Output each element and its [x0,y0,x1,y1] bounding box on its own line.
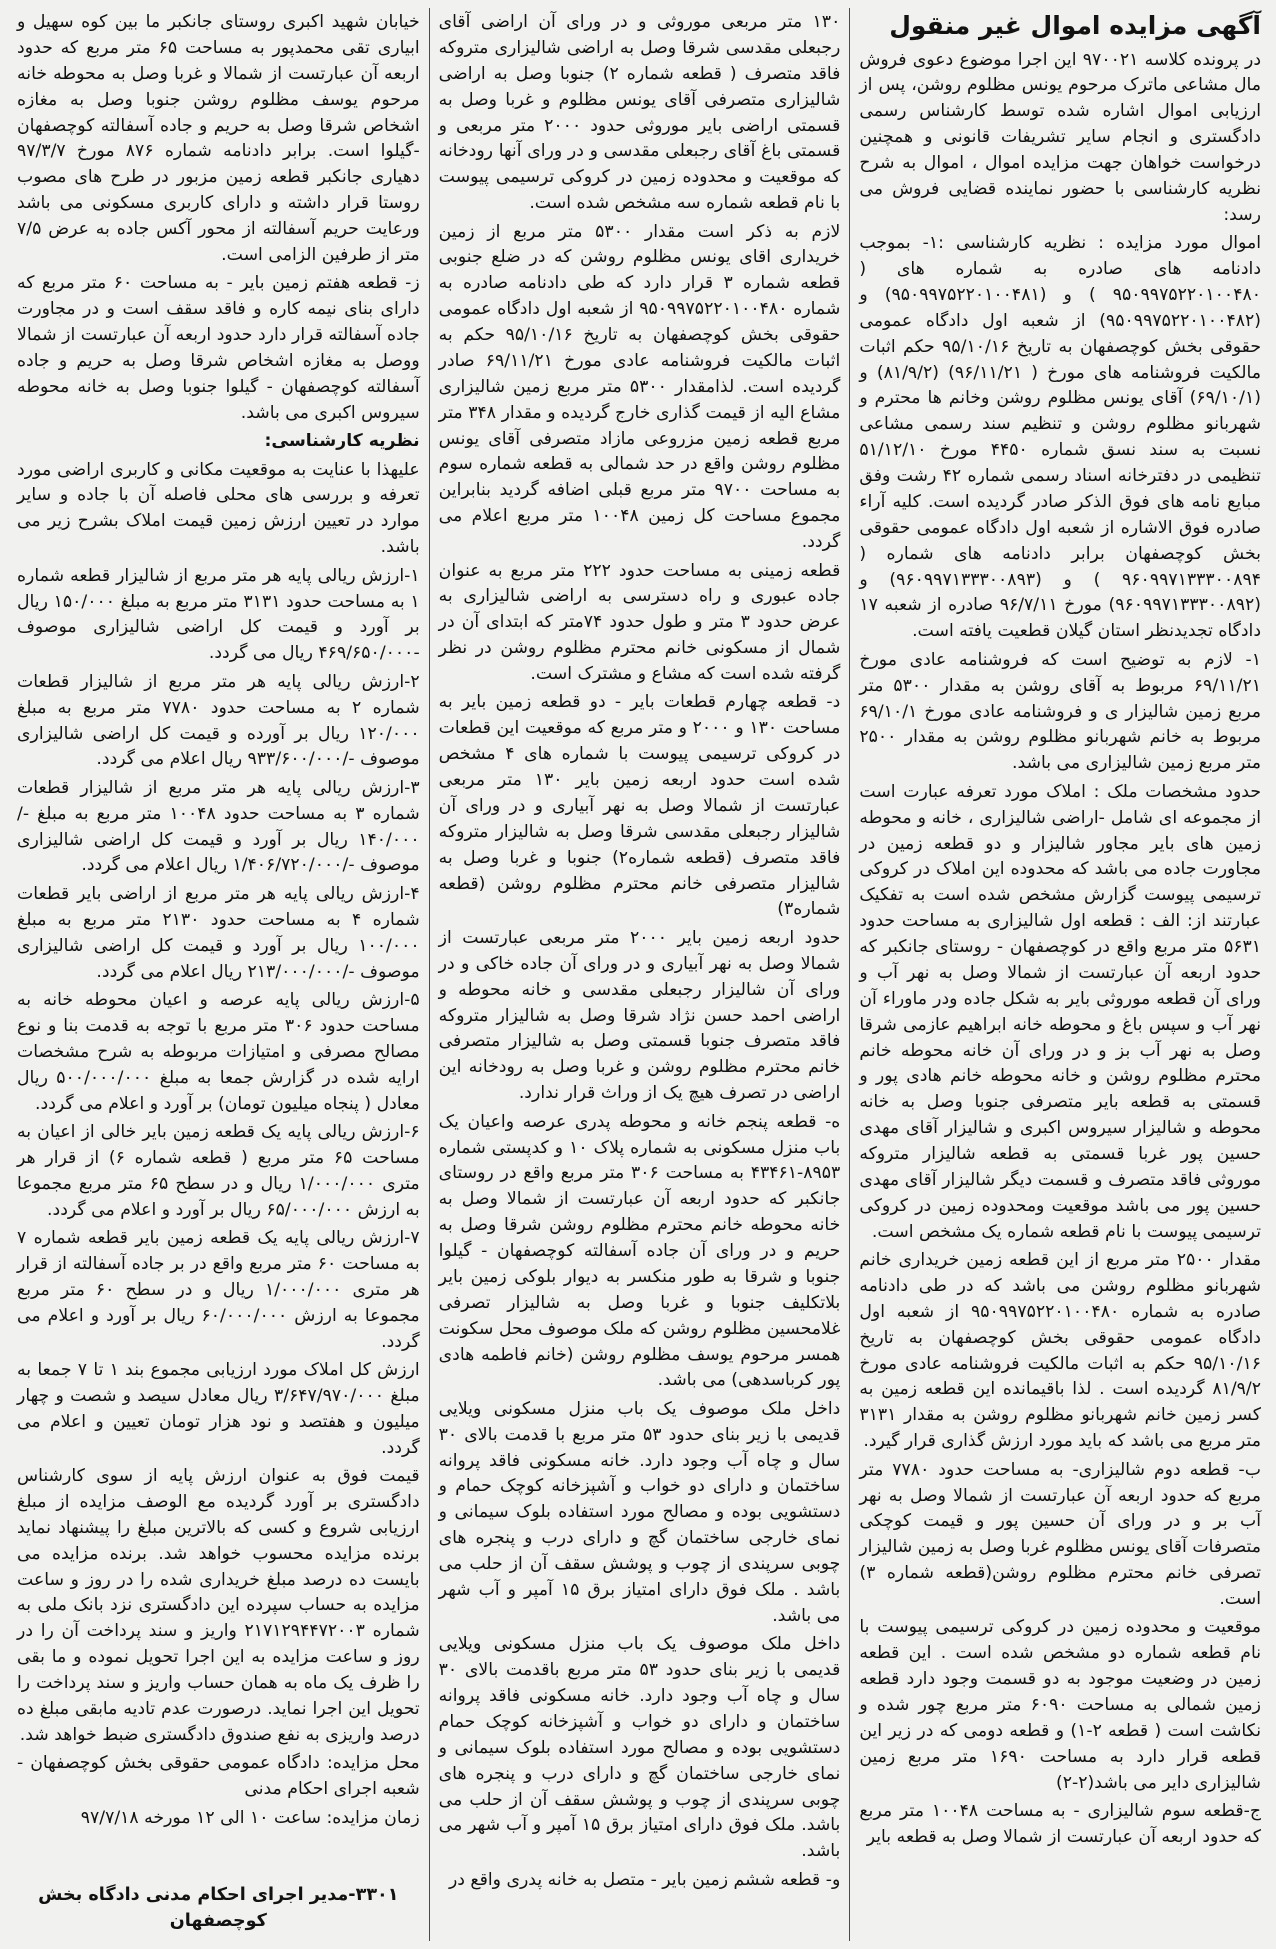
notice-paragraph: اموال مورد مزایده : نظریه کارشناسی :۱- بموجب دادنامه های صادره به شماره های ( ۹۵۰۹۹۷۵۲۲۰۱۰۰۴۸۰ ) و (۹۵۰۹۹۷۵۲۲۰۱۰۰۴۸۱) و (۹۵۰۹۹۷۵۲۲۰۱۰۰۴۸۲) از شعبه اول دادگاه عمومی حقوقی بخش کوچصفهان به تاریخ ۹۵/۱۰/۱۶ حکم اثبات مالکیت فروشنامه های مورخ ( ۹۶/۱۱/۲۱) (۸۱/۹/۲) و (۶۹/۱۰/۱) آقای یونس مظلوم روشن وخانم ها محترم و شهربانو مظلوم روشن و تنظیم سند رسمی مشاعی نسبت به سند نسق شماره ۴۴۵۰ مورخ ۵۱/۱۲/۱۰ تنظیمی در دفترخانه اسناد رسمی شماره ۴۲ رشت وفق مبایع نامه های فوق الذکر صادر گردیده است. کلیه آراء صادره فوق الاشاره از شعبه اول دادگاه عمومی حقوقی بخش کوچصفهان برابر دادنامه های شماره ( ۹۶۰۹۹۷۱۳۳۳۰۰۸۹۴ ) و (۹۶۰۹۹۷۱۳۳۳۰۰۸۹۳) و (۹۶۰۹۹۷۱۳۳۳۰۰۸۹۲) مورخ ۹۶/۷/۱۱ صادره از شعبه ۱۷ دادگاه تجدیدنظر استان گیلان قطعیت یافته است. [859,233,1262,642]
notice-paragraph: داخل ملک موصوف یک باب منزل مسکونی ویلایی قدیمی با زیر بنای حدود ۵۳ متر مربع باقدمت بالای ۳۰ سال و چاه آب وجود دارد. خانه مسکونی فاقد پروانه ساختمان و دارای دو خواب و آشپزخانه کوچک حمام دستشویی بوده و مصالح مورد استفاده بلوک سیمانی و نمای خارجی ساختمان گچ و دارای درب و پنجره های چوبی سرپندی از چوب و پوشش سقف آن از حلب می باشد. ملک فوق دارای امتیاز برق ۱۵ آمپر و آب شهر می باشد. [438,1634,841,1862]
valuation-item: ۴-ارزش ریالی پایه هر متر مربع از اراضی بایر قطعات شماره ۴ به مساحت حدود ۲۱۳۰ متر مربع به مبلغ ۱۰۰/۰۰۰ ریال بر آورد و قیمت کل اراضی شالیزاری موصوف -/۲۱۳/۰۰۰/۰۰۰ ریال اعلام می گردد. [17,883,420,982]
column-middle [429,8,850,1941]
notice-paragraph: و- قطعه ششم زمین بایر - متصل به خانه پدری واقع در [448,1869,841,1890]
auction-terms: قیمت فوق به عنوان ارزش پایه از سوی کارشناس دادگستری بر آورد گردیده مع الوصف مزایده از مبلغ ارزیابی شروع و کسی که بالاترین مبلغ را پیشنهاد نماید برنده مزایده محسوب خواهد شد. برنده مزایده می بایست ده درصد مبلغ خریداری شده را در روز و ساعت مزایده به حساب سپرده این دادگستری نزد بانک ملی به شماره ۲۱۷۱۲۹۴۴۷۲۰۰۳ واریز و سند پرداخت آن را در روز و ساعت مزایده به این اجرا تحویل نموده و ما بقی را ظرف یک ماه به همان حساب واریز و سند پرداخت را تحویل این اجرا نماید. درصورت عدم تادیه مابقی مبلغ ده درصد واریزی به نفع صندوق دادگستری ضبط خواهد شد. [17,1466,420,1745]
notice-paragraph: حدود اربعه زمین بایر ۲۰۰۰ متر مربعی عبارتست از شمالا وصل به نهر آبیاری و در ورای آن جاده خاکی و در ورای آن شالیزار رجبعلی مقدسی و خانه محوطه و اراضی احمد حسن نژاد شرقا وصل به شالیزار متروکه فاقد متصرف جنوبا قسمتی وصل به شالیزار متصرفی خانم محترم مظلوم روشن و غربا وصل به رودخانه این اراضی در تصرف هیچ یک از وراث قرار ندارد. [438,927,841,1104]
auction-location: محل مزایده: دادگاه عمومی حقوقی بخش کوچصفهان - شعبه اجرای احکام مدنی [17,1753,420,1800]
notice-paragraph: ج-قطعه سوم شالیزاری - به مساحت ۱۰۰۴۸ متر مربع که حدود اربعه آن عبارتست از شمالا وصل به قطعه بایر [859,1801,1261,1848]
expert-opinion-heading: نظریه کارشناسی: [264,431,420,452]
notice-paragraph: حدود مشخصات ملک : املاک مورد تعرفه عبارت است از مجموعه ای شامل -اراضی شالیزاری ، خانه و محوطه زمین های بایر مجاور شالیزار و دو قطعه زمین در مجاورت جاده می باشد که محدوده این املاک در کروکی ترسیمی پیوست گزارش مشخص شده است به تفکیک عبارتند از: الف : قطعه اول شالیزاری به مساحت حدود ۵۶۳۱ متر مربع واقع در کوچصفهان - روستای جانکبر که حدود اربعه آن عبارتست از شمالا وصل به نهر آب و ورای آن قطعه موروثی بایر به شکل جاده ودر ماوراء آن نهر آب و سپس باغ و محوطه خانه ابراهیم عازمی شرقا وصل به نهر آب بز و در ورای آن خانه محوطه خانم محترم مظلوم روشن و خانه محوطه خانم هادی پور و قسمتی به قطعه بایر متصرفی جنوبا وصل به خانه محوطه و شالیزار سیروس اکبری و شالیزار آقای مهدی حسین پور غربا قسمتی به قطعه شالیزار متروکه موروثی فاقد متصرف و قسمت دیگر شالیزار آقای مهدی حسین پور می باشد موقعیت ومحدوده زمین در کروکی ترسیمی پیوست با نام قطعه شماره یک مشخص است. [859,781,1261,1242]
valuation-item: ۳-ارزش ریالی پایه هر متر مربع از شالیزار قطعات شماره ۳ به مساحت حدود ۱۰۰۴۸ متر مربع به مبلغ -/۱۴۰/۰۰۰ ریال بر آورد و قیمت کل اراضی شالیزاری موصوف -/۱/۴۰۶/۷۲۰/۰۰۰ ریال اعلام می گردد. [17,777,420,876]
valuation-item: ۷-ارزش ریالی پایه یک قطعه زمین بایر قطعه شماره ۷ به مساحت ۶۰ متر مربع واقع در بر جاده آسفالته از قرار هر متری ۱/۰۰۰/۰۰۰ ریال و در سطح ۶۰ متر مربع مجموعا به ارزش ۶۰/۰۰۰/۰۰۰ ریال بر آورد و اعلام می گردد. [17,1228,420,1352]
notice-paragraph: موقعیت و محدوده زمین در کروکی ترسیمی پیوست با نام قطعه شماره دو مشخص شده است . این قطعه زمین در وضعیت موجود به دو قسمت وجود دارد قطعه زمین شمالی به مساحت ۶۰۹۰ متر مربع چور شده و نکاشت است ( قطعه ۲-۱) و قطعه دومی که در زیر این قطعه قرار دارد به مساحت ۱۶۹۰ متر مربع زمین شالیزاری دایر می باشد(۲-۲) [859,1617,1261,1793]
notice-paragraph: ۱۳۰ متر مربعی موروثی و در ورای آن اراضی آقای رجبعلی مقدسی شرقا وصل به اراضی شالیزاری متروکه فاقد متصرف ( قطعه شماره ۲) جنوبا وصل به اراضی شالیزاری متصرفی آقای یونس مظلوم و غربا وصل به قسمتی اراضی بایر موروثی حدود ۲۰۰۰ متر مربعی و قسمتی باغ آقای رجبعلی مقدسی و در ورای آنها رودخانه که موقعیت و محدوده زمین در کروکی ترسیمی پیوست با نام قطعه شماره سه مشخص شده است. [438,12,841,214]
total-valuation: ارزش کل املاک مورد ارزیابی مجموع بند ۱ تا ۷ جمعا به مبلغ ۳/۶۴۷/۹۷۰/۰۰۰ ریال معادل سیصد و شصت و چهار میلیون و هفتصد و نود هزار تومان تعیین و اعلام می گردد. [17,1359,420,1458]
notice-paragraph: د- قطعه چهارم قطعات بایر - دو قطعه زمین بایر به مساحت ۱۳۰ و ۲۰۰۰ و متر مربع که موقعیت این قطعات در کروکی ترسیمی پیوست با شماره های ۴ مشخص شده است حدود اربعه زمین بایر ۱۳۰ متر مربعی عبارتست از شمالا وصل به نهر آبیاری و در ورای آن شالیزار رجبعلی مقدسی شرقا وصل به شالیزار متروکه فاقد متصرف (قطعه شماره۲) جنوبا و غربا وصل به شالیزار متصرفی خانم محترم مظلوم روشن (قطعه شماره۳) [438,692,841,920]
notice-paragraph: ه- قطعه پنجم خانه و محوطه پدری عرصه واعیان یک باب منزل مسکونی به شماره پلاک ۱۰ و کدپستی شماره ۸۹۵۳-۴۳۴۶۱ به مساحت ۳۰۶ متر مربع واقع در روستای جانکبر که حدود اربعه آن عبارتست از شمالا وصل به خانه محوطه خانم محترم مظلوم روشن شرقا وصل به حریم و در ورای آن جاده آسفالته کوچصفهان - گیلوا جنوبا و شرقا به طور منکسر به دیوار بلوکی زمین بایر بلاتکلیف جنوبا و غربا وصل به شالیزار تصرفی غلامحسین مظلوم روشن که ملک موصوف محل سکونت همسر مرحوم یوسف مظلوم روشن (خانم فاطمه هادی پور کرباسدهی) می باشد. [438,1111,841,1391]
auction-time: زمان مزایده: ساعت ۱۰ الی ۱۲ مورخه ۹۷/۷/۱۸ [80,1807,420,1828]
notice-signature: ۳۳۰۱-مدیر اجرای احکام مدنی دادگاه بخش کوچصفهان [38,1884,399,1931]
notice-paragraph: خیابان شهید اکبری روستای جانکبر ما بین کوه سهیل و ابیاری تقی محمدپور به مساحت ۶۵ متر مربع که حدود اربعه آن عبارتست از شمالا و غربا وصل به محوطه خانه مرحوم یوسف مظلوم روشن جنوبا وصل به مغازه اشخاص شرقا وصل به حریم و جاده آسفالته کوچصفهان -گیلوا است. برابر دادنامه شماره ۸۷۶ مورخ ۹۷/۳/۷ دهیاری جانکبر قطعه زمین مزبور در طرح های مصوب روستا قرار داشته و دارای کاربری مسکونی می باشد ورعایت حریم آسفالته از محور آکس جاده به عرض ۷/۵ متر از طرفین الزامی است. [17,12,420,265]
notice-paragraph: لازم به ذکر است مقدار ۵۳۰۰ متر مربع از زمین خریداری اقای یونس مظلوم روشن که در ضلع جنوبی قطعه شماره ۳ قرار دارد که طی دادنامه صادره به شماره ۹۵۰۹۹۷۵۲۲۰۱۰۰۴۸۰ از شعبه اول دادگاه عمومی حقوقی بخش کوچصفهان به تاریخ ۹۵/۱۰/۱۶ حکم به اثبات مالکیت فروشنامه عادی مورخ ۶۹/۱۱/۲۱ صادر گردیده است. لذامقدار ۵۳۰۰ متر مربع زمین شالیزاری مشاع الیه از قیمت گذاری خارج گردیده و مقدار ۳۴۸ متر مربع قطعه زمین مزروعی مازاد متصرفی آقای یونس مظلوم روشن واقع در حد شمالی به قطعه شماره سوم به مساحت ۹۷۰۰ متر مربع قبلی اضافه گردید بنابراین مجموع مساحت کل زمین ۱۰۰۴۸ متر مربع اعلام می گردد. [438,221,841,553]
column-left [8,8,429,1941]
notice-paragraph: در پرونده کلاسه ۹۷۰۰۲۱ این اجرا موضوع دعوی فروش مال مشاعی ماترک مرحوم یونس مظلوم روشن، پس از ارزیابی اموال اشاره شده توسط کارشناس رسمی دادگستری و انجام سایر تشریفات قانونی و همچنین درخواست خواهان جهت مزایده اموال ، اموال به شرح نظریه کارشناسی با حضور نماینده قضایی فروش می رسد: [859,49,1261,225]
valuation-item: ۶-ارزش ریالی پایه یک قطعه زمین بایر خالی از اعیان به مساحت ۶۵ متر مربع ( قطعه شماره ۶) از قرار هر متری ۱/۰۰۰/۰۰۰ ریال و در سطح ۶۵ متر مربع مجموعا به ارزش ۶۵/۰۰۰/۰۰۰ ریال بر آورد و اعلام می گردد. [17,1121,420,1220]
column-right [849,8,1270,1941]
valuation-item: ۲-ارزش ریالی پایه هر متر مربع از شالیزار قطعات شماره ۲ به مساحت حدود ۷۷۸۰ متر مربع به مبلغ ۱۲۰/۰۰۰ ریال بر آورده و قیمت کل اراضی شالیزاری موصوف -/۹۳۳/۶۰۰/۰۰۰ ریال اعلام می گردد. [17,671,420,770]
valuation-item: ۵-ارزش ریالی پایه عرصه و اعیان محوطه خانه به مساحت حدود ۳۰۶ متر مربع با توجه به قدمت بنا و نوع مصالح مصرفی و امتیازات مربوطه به شرح مشخصات ارایه شده در گزارش جمعا به مبلغ ۵۰۰/۰۰۰/۰۰۰ ریال معادل ( پنجاه میلیون تومان) بر آورد و اعلام می گردد. [17,990,420,1114]
notice-paragraph: قطعه زمینی به مساحت حدود ۲۲۲ متر مربع به عنوان جاده عبوری و راه دسترسی به اراضی شالیزاری به عرض حدود ۳ متر و طول حدود ۷۴متر که ابتدای آن در شمال از مسکونی خانم محترم مظلوم روشن در نظر گرفته شده است که مشاع و مشترک است. [438,560,841,685]
notice-paragraph: مقدار ۲۵۰۰ متر مربع از این قطعه زمین خریداری خانم شهربانو مظلوم روشن می باشد که در طی دادنامه صادره به شماره ۹۵۰۹۹۷۵۲۲۰۱۰۰۴۸۰ از شعبه اول دادگاه عمومی حقوقی بخش کوچصفهان به تاریخ ۹۵/۱۰/۱۶ حکم به اثبات مالکیت فروشنامه عادی مورخ ۸۱/۹/۲ گردیده است . لذا باقیمانده این قطعه زمین به کسر زمین خانم شهربانو مظلوم روشن به مقدار ۳۱۳۱ متر مربع می باشد که باید مورد ارزش گذاری قرار گیرد. [859,1250,1261,1452]
notice-paragraph: داخل ملک موصوف یک باب منزل مسکونی ویلایی قدیمی با زیر بنای حدود ۵۳ متر مربع با قدمت بالای ۳۰ سال و چاه آب وجود دارد. خانه مسکونی فاقد پروانه ساختمان و دارای دو خواب و آشپزخانه کوچک حمام و دستشویی بوده و مصالح مورد استفاده بلوک سیمانی و نمای خارجی ساختمان گچ و دارای درب و پنجره های چوبی سرپندی از چوب و پوشش سقف آن از حلب می باشد . ملک فوق دارای امتیاز برق ۱۵ آمپر و آب شهر می باشد. [438,1398,841,1626]
notice-paragraph: علیهذا با عنایت به موقعیت مکانی و کاربری اراضی مورد تعرفه و بررسی های محلی فاصله آن با جاده و سایر موارد در تعیین ارزش زمین قیمت املاک بشرح زیر می باشد. [17,459,420,558]
notice-paragraph: ۱- لازم به توضیح است که فروشنامه عادی مورخ ۶۹/۱۱/۲۱ مربوط به آقای روشن به مقدار ۵۳۰۰ متر مربع زمین شالیزار ی و فروشنامه عادی مورخ ۶۹/۱۰/۱ مربوط به خانم شهربانو مظلوم روشن به مقدار ۲۵۰۰ متر مربع زمین شالیزاری می باشد. [859,649,1262,774]
notice-title: آگهی مزایده اموال غیر منقول [889,11,1261,40]
notice-paragraph: ب- قطعه دوم شالیزاری- به مساحت حدود ۷۷۸۰ متر مربع که حدود اربعه آن عبارتست از شمالا وصل به نهر آب بر و در ورای آن حسین پور و قیمت کوچکی متصرفات آقای یونس مظلوم غربا وصل به زمین شالیزار تصرفی خانم محترم مظلوم روشن(قطعه شماره ۳) است. [859,1459,1262,1610]
valuation-item: ۱-ارزش ریالی پایه هر متر مربع از شالیزار قطعه شماره ۱ به مساحت حدود ۳۱۳۱ متر مربع به مبلغ ۱۵۰/۰۰۰ ریال بر آورد و قیمت کل اراضی شالیزاری موصوف -۴۶۹/۶۵۰/۰۰۰ ریال می گردد. [17,565,420,664]
notice-paragraph: ز- قطعه هفتم زمین بایر - به مساحت ۶۰ متر مربع که دارای بنای نیمه کاره و فاقد سقف است و در مجاورت جاده آسفالته قرار دارد حدود اربعه آن عبارتست از شمالا ووصل به مغازه اشخاص شرقا وصل به حریم و جاده آسفالته کوچصفهان - گیلوا جنوبا وصل به خانه محوطه سیروس اکبری می باشد. [17,273,420,423]
